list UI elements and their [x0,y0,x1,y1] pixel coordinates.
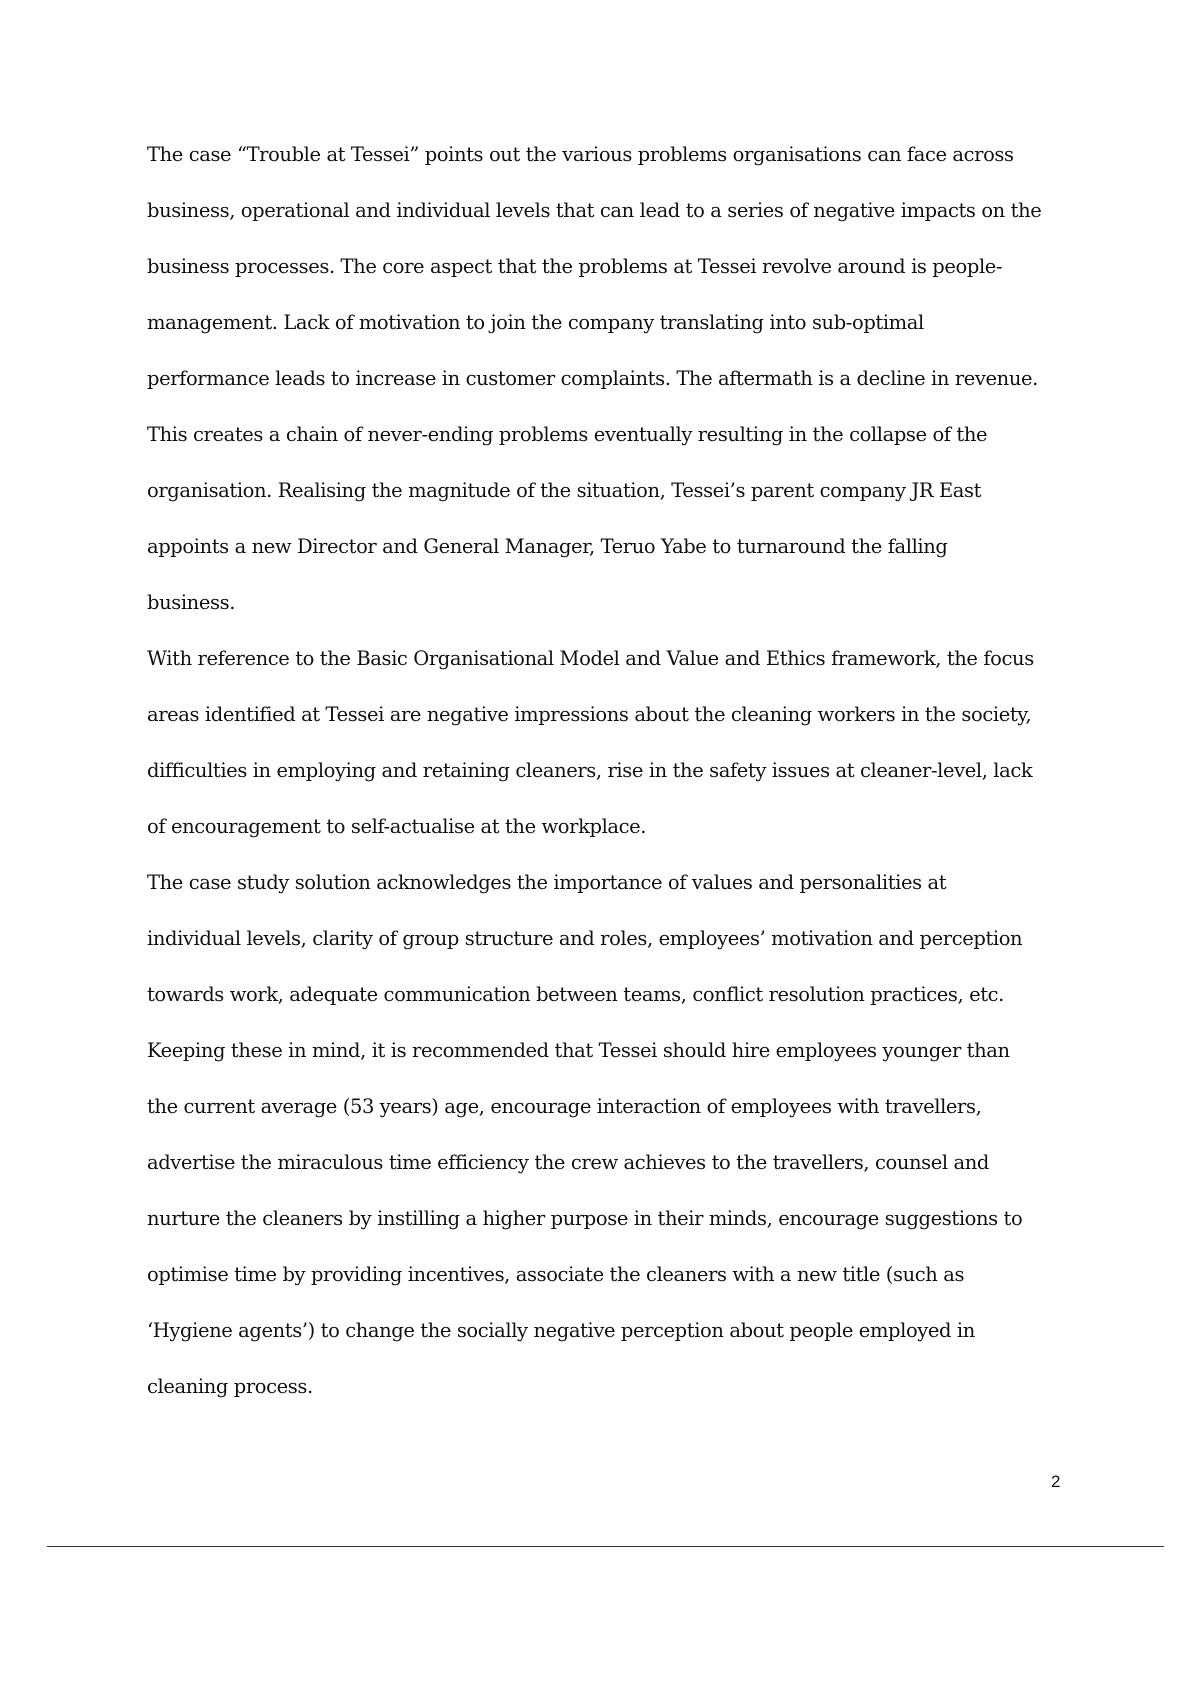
page-number: 2 [1051,1472,1061,1491]
text-line: organisation. Realising the magnitude of the situation, Tessei’s parent company JR East [147,479,982,502]
text-line: cleaning process. [147,1375,313,1398]
text-line: With reference to the Basic Organisational Model and Value and Ethics framework, the focus [147,647,1034,670]
text-line: business. [147,591,235,614]
text-line: This creates a chain of never-ending problems eventually resulting in the collapse of the [147,423,988,446]
text-line: towards work, adequate communication between teams, conflict resolution practices, etc. [147,983,1004,1006]
text-line: areas identified at Tessei are negative impressions about the cleaning workers in the society, [147,703,1032,726]
text-line: appoints a new Director and General Manager, Teruo Yabe to turnaround the falling [147,535,948,558]
text-line: difficulties in employing and retaining cleaners, rise in the safety issues at cleaner-level, lack [147,759,1033,782]
footer-divider [47,1546,1164,1547]
text-line: performance leads to increase in customer complaints. The aftermath is a decline in revenue. [147,367,1038,390]
text-line: Keeping these in mind, it is recommended that Tessei should hire employees younger than [147,1039,1010,1062]
text-line: nurture the cleaners by instilling a higher purpose in their minds, encourage suggestions to [147,1207,1023,1230]
text-line: of encouragement to self-actualise at the workplace. [147,815,647,838]
text-line: management. Lack of motivation to join the company translating into sub-optimal [147,311,924,334]
text-line: advertise the miraculous time efficiency the crew achieves to the travellers, counsel and [147,1151,990,1174]
text-line: the current average (53 years) age, encourage interaction of employees with travellers, [147,1095,982,1118]
text-line: business, operational and individual levels that can lead to a series of negative impacts on the [147,199,1042,222]
text-line: The case study solution acknowledges the importance of values and personalities at [147,871,947,894]
text-line: business processes. The core aspect that the problems at Tessei revolve around is people- [147,255,1003,278]
text-line: ‘Hygiene agents’) to change the socially negative perception about people employed in [147,1319,975,1342]
text-line: The case “Trouble at Tessei” points out the various problems organisations can face across [147,143,1014,166]
text-line: individual levels, clarity of group structure and roles, employees’ motivation and perception [147,927,1023,950]
text-line: optimise time by providing incentives, associate the cleaners with a new title (such as [147,1263,965,1286]
